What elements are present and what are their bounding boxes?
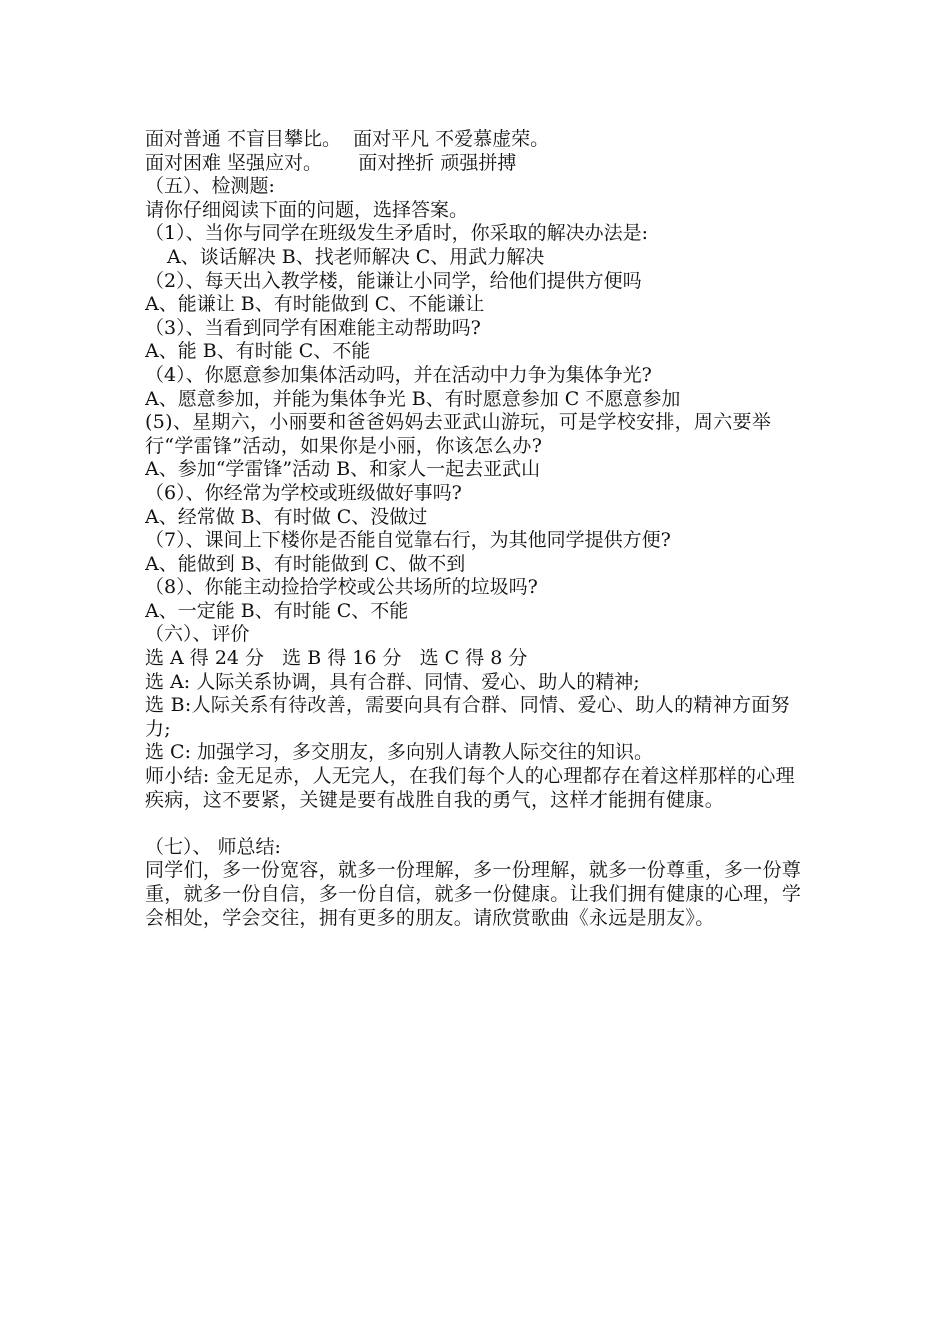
text-line: 面对普通 不盲目攀比。 面对平凡 不爱慕虚荣。	[145, 128, 550, 150]
section-heading: （五）、检测题:	[145, 175, 275, 198]
answer-options: A、一定能 B、有时能 C、不能	[145, 599, 409, 622]
question: （1）、当你与同学在班级发生矛盾时，你采取的解决办法是:	[145, 222, 648, 245]
section-heading: （六）、评价	[145, 623, 250, 646]
evaluation-c: 选 C: 加强学习，多交朋友，多向别人请教人际交往的知识。	[145, 741, 654, 764]
answer-options: A、能谦让 B、有时能做到 C、不能谦让	[145, 293, 485, 316]
question: （2）、每天出入教学楼，能谦让小同学，给他们提供方便吗	[145, 269, 642, 292]
question: (5)、星期六，小丽要和爸爸妈妈去亚武山游玩，可是学校安排，周六要举行“学雷锋”活动，如果你是小丽，你该怎么办?	[145, 411, 772, 457]
teacher-summary: 师小结: 金无足赤，人无完人，在我们每个人的心理都存在着这样那样的心理疾病，这不要紧，关键是要有战胜自我的勇气，这样才能拥有健康。	[145, 765, 795, 811]
answer-options: A、经常做 B、有时做 C、没做过	[145, 505, 428, 528]
document-body	[145, 128, 813, 954]
question: （8）、你能主动捡拾学校或公共场所的垃圾吗?	[145, 576, 538, 599]
question: （4）、你愿意参加集体活动吗，并在活动中力争为集体争光?	[145, 363, 652, 386]
answer-options: A、能 B、有时能 C、不能	[145, 340, 371, 363]
evaluation-b: 选 B:人际关系有待改善，需要向具有合群、同情、爱心、助人的精神方面努力;	[145, 694, 790, 740]
answer-options: A、能做到 B、有时能做到 C、做不到	[145, 552, 466, 575]
scoring-rule: 选 A 得 24 分 选 B 得 16 分 选 C 得 8 分	[145, 647, 528, 670]
evaluation-a: 选 A: 人际关系协调，具有合群、同情、爱心、助人的精神;	[145, 670, 640, 693]
question: （6）、你经常为学校或班级做好事吗?	[145, 481, 462, 504]
question: （3）、当看到同学有困难能主动帮助吗?	[145, 316, 481, 339]
answer-options: A、愿意参加，并能为集体争光 B、有时愿意参加 C 不愿意参加	[145, 387, 681, 410]
answer-options: A、谈话解决 B、找老师解决 C、用武力解决	[167, 245, 545, 268]
question: （7）、课间上下楼你是否能自觉靠右行，为其他同学提供方便?	[145, 529, 671, 552]
text-line: 请你仔细阅读下面的问题，选择答案。	[145, 198, 469, 221]
closing-paragraph: 同学们，多一份宽容，就多一份理解，多一份理解，就多一份尊重，多一份尊重，就多一份自信，多一份自信，就多一份健康。让我们拥有健康的心理，学会相处，学会交往，拥有更多的朋友。请欣赏歌曲《永远是朋友》。	[145, 859, 802, 929]
text-line: 面对困难 坚强应对。 面对挫折 顽强拼搏	[145, 151, 517, 174]
answer-options: A、参加“学雷锋”活动 B、和家人一起去亚武山	[145, 458, 541, 481]
section-heading: （七）、 师总结:	[145, 835, 281, 858]
